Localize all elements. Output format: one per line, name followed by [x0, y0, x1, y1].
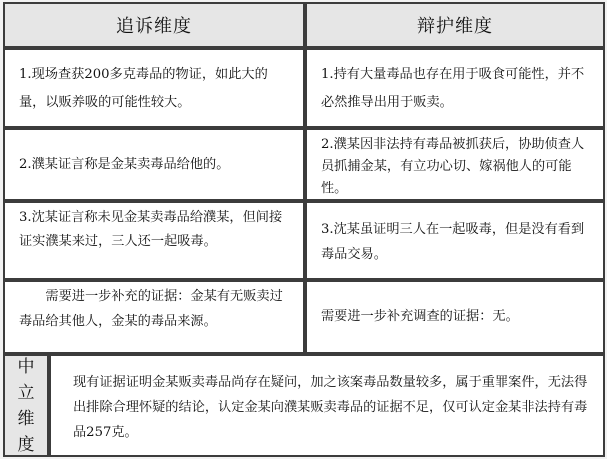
defense-header: 辩护维度: [305, 2, 605, 48]
prosecution-evidence-needed: 需要进一步补充的证据：金某有无贩卖过毒品给其他人，金某的毒品来源。: [3, 280, 305, 354]
defense-point-3: 3.沈某虽证明三人在一起吸毒，但是没有看到毒品交易。: [305, 201, 605, 280]
prosecution-point-1: 1.现场查获200多克毒品的物证，如此大的量，以贩养吸的可能性较大。: [3, 48, 305, 128]
prosecution-header: 追诉维度: [3, 2, 305, 48]
neutral-label: [3, 354, 49, 457]
prosecution-point-2: 2.濮某证言称是金某卖毒品给他的。: [3, 128, 305, 201]
neutral-label-text: 中立维度: [17, 356, 35, 455]
prosecution-point-3: 3.沈某证言称未见金某卖毒品给濮某，但间接证实濮某来过，三人还一起吸毒。: [3, 201, 305, 280]
defense-point-2: 2.濮某因非法持有毒品被抓获后，协助侦查人员抓捕金某，有立功心切、嫁祸他人的可能性。: [305, 128, 605, 201]
defense-point-1: 1.持有大量毒品也存在用于吸食可能性，并不必然推导出用于贩卖。: [305, 48, 605, 128]
neutral-conclusion: 现有证据证明金某贩卖毒品尚存在疑问，加之该案毒品数量较多，属于重罪案件，无法得出排除合理怀疑的结论，认定金某向濮某贩卖毒品的证据不足，仅可认定金某非法持有毒品257克。: [49, 354, 605, 457]
defense-evidence-needed: 需要进一步补充调查的证据：无。: [305, 280, 605, 354]
